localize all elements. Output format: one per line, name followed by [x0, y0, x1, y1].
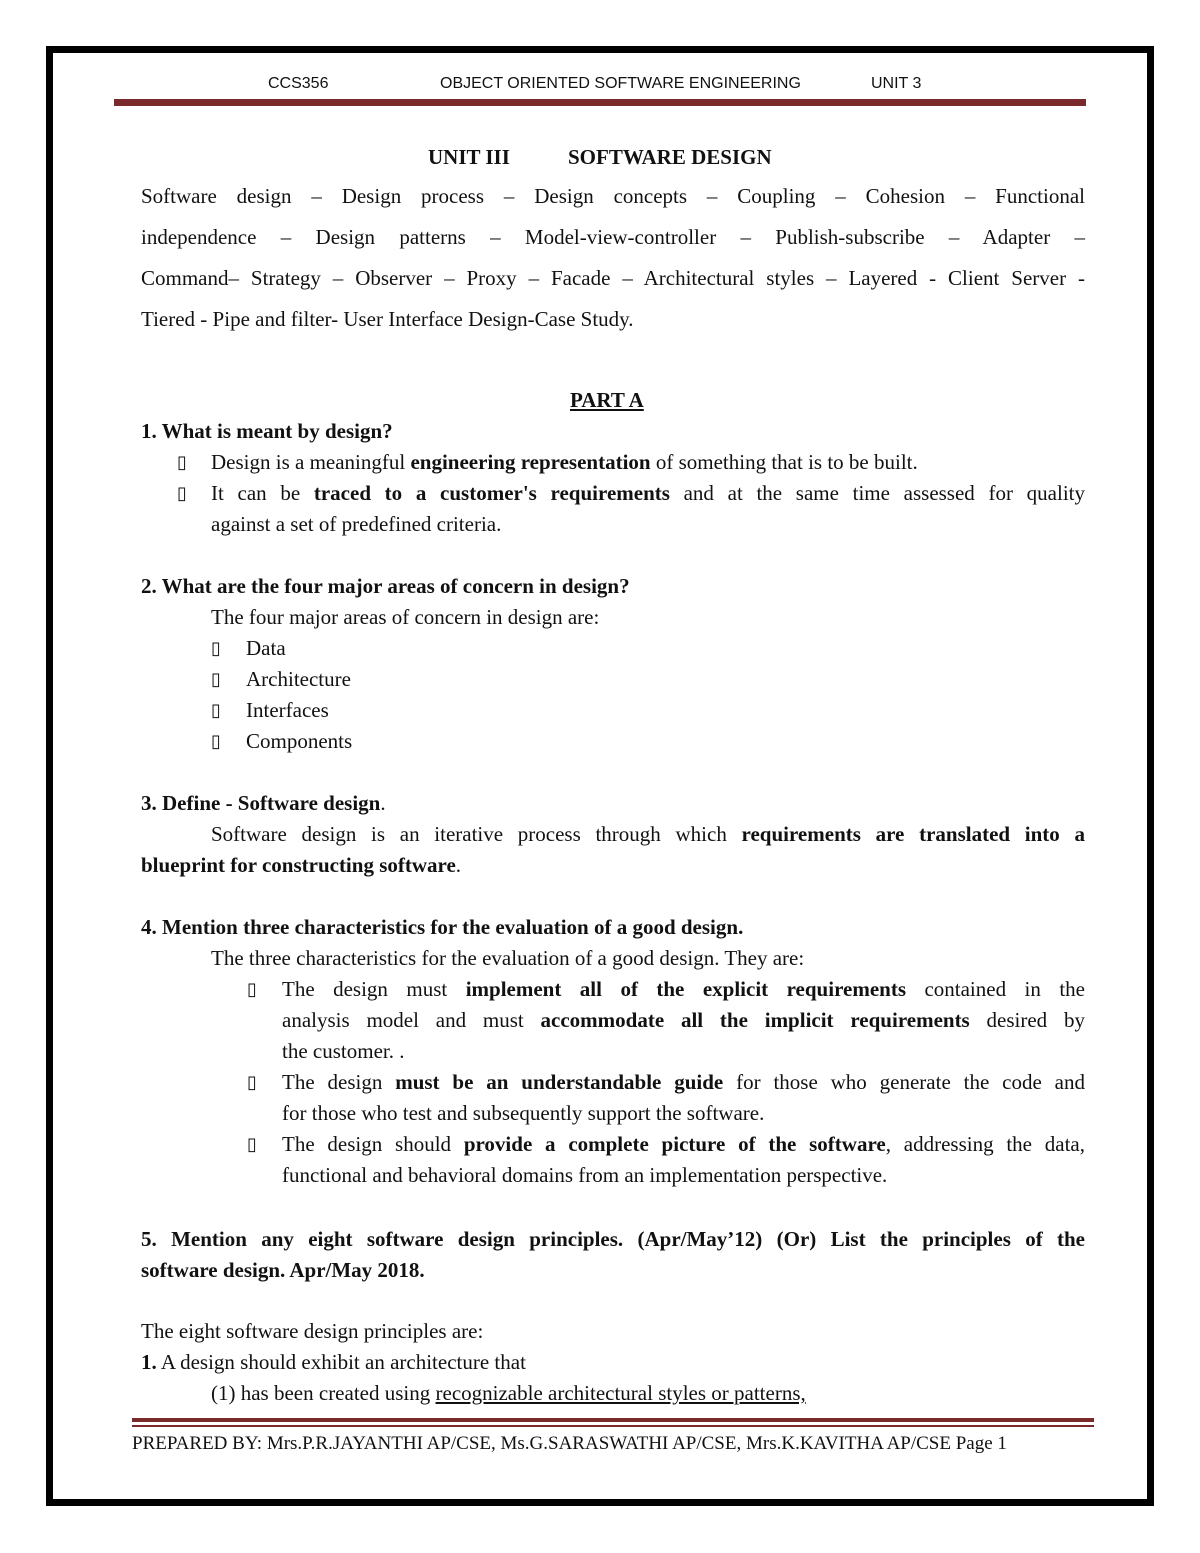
part-title: PART A	[570, 388, 644, 412]
bullet-icon: ▯	[247, 979, 257, 999]
question-2: 2. What are the four major areas of concern in design?	[141, 574, 630, 598]
q1-bullet-2: It can be traced to a customer's requirements and at the same time assessed for quality	[211, 481, 1085, 505]
question-3: 3. Define - Software design.	[141, 791, 386, 815]
q2-intro: The four major areas of concern in design are:	[211, 605, 600, 629]
header-rule	[114, 99, 1086, 106]
question-1: 1. What is meant by design?	[141, 419, 393, 443]
bullet-icon: ▯	[211, 638, 221, 658]
q5-principle-1-sub: (1) has been created using recognizable architectural styles or patterns,	[211, 1381, 806, 1405]
syllabus-line: Command– Strategy – Observer – Proxy – Facade – Architectural styles – Layered - Client Server -	[141, 266, 1085, 290]
bullet-icon: ▯	[247, 1134, 257, 1154]
q4-bullet-1: The design must implement all of the explicit requirements contained in the	[282, 977, 1085, 1001]
header-course-code: CCS356	[268, 75, 329, 92]
q4-bullet-2-line-2: for those who test and subsequently support the software.	[282, 1101, 765, 1125]
q2-item: Interfaces	[246, 698, 329, 722]
bullet-icon: ▯	[211, 731, 221, 751]
question-4: 4. Mention three characteristics for the evaluation of a good design.	[141, 915, 744, 939]
q3-answer-line-1: Software design is an iterative process through which requirements are translated into a	[211, 822, 1085, 846]
question-5-line-2: software design. Apr/May 2018.	[141, 1258, 425, 1282]
unit-number: UNIT III	[428, 145, 510, 169]
q2-item: Architecture	[246, 667, 351, 691]
q5-intro: The eight software design principles are:	[141, 1319, 484, 1343]
syllabus-line: Tiered - Pipe and filter- User Interface Design-Case Study.	[141, 307, 634, 331]
q4-bullet-3: The design should provide a complete picture of the software, addressing the data,	[282, 1132, 1086, 1156]
header-unit: UNIT 3	[871, 75, 922, 92]
q1-bullet-1: Design is a meaningful engineering representation of something that is to be built.	[211, 450, 918, 474]
footer-rule	[132, 1418, 1094, 1422]
q4-bullet-3-line-2: functional and behavioral domains from an implementation perspective.	[282, 1163, 888, 1187]
q5-principle-1: 1. A design should exhibit an architecture that	[141, 1350, 526, 1374]
question-5-line-1: 5. Mention any eight software design principles. (Apr/May’12) (Or) List the principles of the	[141, 1227, 1085, 1251]
header-course-title: OBJECT ORIENTED SOFTWARE ENGINEERING	[440, 75, 801, 92]
q3-answer-line-2: blueprint for constructing software.	[141, 853, 462, 877]
q4-intro: The three characteristics for the evaluation of a good design. They are:	[211, 946, 805, 970]
q4-bullet-2: The design must be an understandable guide for those who generate the code and	[282, 1070, 1085, 1094]
footer-rule-thin	[132, 1425, 1094, 1427]
syllabus-line: Software design – Design process – Design concepts – Coupling – Cohesion – Functional	[141, 184, 1085, 208]
bullet-icon: ▯	[177, 483, 187, 503]
bullet-icon: ▯	[247, 1072, 257, 1092]
unit-name: SOFTWARE DESIGN	[568, 145, 772, 169]
bullet-icon: ▯	[211, 700, 221, 720]
footer-text: PREPARED BY: Mrs.P.R.JAYANTHI AP/CSE, Ms.G.SARASWATHI AP/CSE, Mrs.K.KAVITHA AP/CSE Page 1	[132, 1433, 1007, 1454]
syllabus-line: independence – Design patterns – Model-view-controller – Publish-subscribe – Adapter –	[141, 225, 1085, 249]
q2-item: Data	[246, 636, 286, 660]
q1-bullet-2-cont: against a set of predefined criteria.	[211, 512, 502, 536]
bullet-icon: ▯	[211, 669, 221, 689]
q4-bullet-1-line-3: the customer. .	[282, 1039, 405, 1063]
bullet-icon: ▯	[177, 452, 187, 472]
q2-item: Components	[246, 729, 353, 753]
q4-bullet-1-line-2: analysis model and must accommodate all the implicit requirements desired by	[282, 1008, 1085, 1032]
